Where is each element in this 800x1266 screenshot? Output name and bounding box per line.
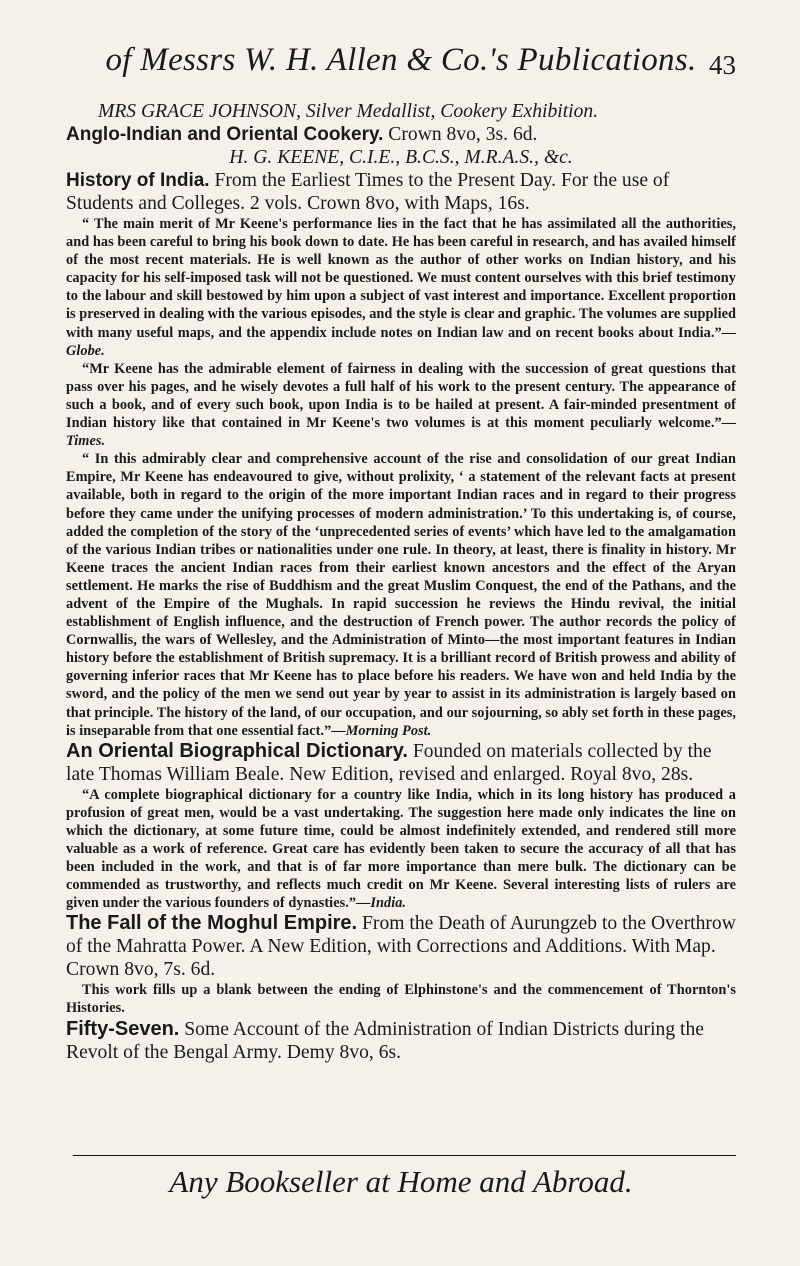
entry-details: Founded on materials collected by the late Thomas William Beale. New Edition, revised and enlarged. Royal 8vo, 28s. [66, 740, 712, 785]
catalogue-entry [66, 740, 736, 786]
catalogue-entry [66, 169, 736, 215]
review-quote [66, 786, 736, 913]
entry-author: MRS GRACE JOHNSON, Silver Medallist, Cookery Exhibition. [98, 101, 599, 122]
review-quote [66, 360, 736, 450]
review-text: “ In this admirably clear and comprehensive account of the rise and consolidation of our great Indian Empire, Mr Keene has endeavoured to give, without prolixity, ‘ a statement of the relevant facts at present available, both in regard to the origin of the more important Indian races and in regard to their progress before they came under the unifying processes of modern administration.’ To this undertaking is, of course, added the completion of the story of the ‘unprecedented series of events’ which have led to the amalgamation of the various Indian tribes or nationalities under one rule. In theory, at least, there is finality in history. Mr Keene traces the ancient Indian races from their earliest known ancestors and the effect of the Aryan settlement. He marks the rise of Buddhism and the great Muslim Conquest, the end of the Pathans, and the advent of the Empire of the Mughals. In rapid succession he reviews the Hindu revival, the initial establishment of English influence, and the destruction of French power. The author records the policy of Cornwallis, the wars of Wellesley, and the Administration of Minto—the most important features in Indian history before the establishment of British supremacy. It is a brilliant record of British prowess and ability of governing inferior races that Mr Keene has to place before his readers. We have won and held India by the sword, and the policy of the men we send out year by year to assist in its administration is largely based on that principle. The history of the land, of our occupation, and our sojourning, so ably set forth in these pages, is inseparable from that one essential fact.”— [66, 451, 736, 739]
running-header [66, 42, 736, 102]
catalogue-entry [66, 123, 736, 146]
catalogue-body [66, 100, 736, 1064]
entry-details: From the Death of Aurungzeb to the Overthrow of the Mahratta Power. A New Edition, with Corrections and Additions. With Map. Crown 8vo, 7s. 6d. [66, 913, 736, 981]
catalogue-entry [66, 1018, 736, 1064]
entry-title: An Oriental Biographical Dictionary. [66, 739, 408, 762]
page-number: 43 [709, 50, 736, 80]
review-source: Times. [66, 433, 106, 450]
review-source: India. [370, 895, 407, 912]
entry-author: H. G. KEENE, C.I.E., B.C.S., M.R.A.S., &c. [229, 147, 573, 168]
entry-details: Some Account of the Administration of Indian Districts during the Revolt of the Bengal Army. Demy 8vo, 6s. [66, 1018, 704, 1063]
catalogue-entry [66, 912, 736, 981]
entry-title: History of India. [66, 170, 210, 191]
review-text: “A complete biographical dictionary for a country like India, which in its long history has produced a profusion of great men, would be a vast undertaking. The suggestion here made only indicates the line on which the dictionary, at some future time, could be almost indefinitely extended, and rendered still more valuable as a work of reference. Great care has evidently been taken to secure the accuracy of all that has been included in the work, and that is of far more importance than mere bulk. The dictionary can be commended as trustworthy, and reflects much credit on Mr Keene. Several interesting lists of rulers are given under the various founders of dynasties.”— [66, 786, 736, 912]
review-source: Globe. [66, 342, 105, 359]
entry-title: The Fall of the Moghul Empire. [66, 912, 358, 935]
review-text: “ The main merit of Mr Keene's performance lies in the fact that he has assimilated all the authorities, and has been careful to bring his book down to date. He has been careful in research, and has availed himself of the most recent materials. He is well known as the author of other works on Indian history, and his capacity for his self-imposed task will not be questioned. We must content ourselves with this brief testimony to the labour and skill bestowed by him upon a subject of vast interest and importance. Excellent proportion is preserved in dealing with the various episodes, and the style is clear and graphic. The volumes are supplied with many useful maps, and the appendix include notes on Indian law and on recent books about India.”— [66, 216, 736, 341]
running-header-title: of Messrs W. H. Allen & Co.'s Publications. [105, 42, 697, 78]
entry-details: From the Earliest Times to the Present Day. For the use of Students and Colleges. 2 vols. Crown 8vo, with Maps, 16s. [66, 170, 670, 214]
footer-tagline: Any Bookseller at Home and Abroad. [169, 1164, 633, 1199]
review-text: “Mr Keene has the admirable element of fairness in dealing with the succession of great questions that pass over his pages, and he wisely devotes a full half of his work to the present century. The appearance of such a book, and of every such book, upon India is to be hailed at present. A fair-minded presentment of Indian history like that contained in Mr Keene's two volumes is at this moment peculiarly welcome.”— [66, 360, 736, 432]
review-quote [66, 450, 736, 740]
entry-title: Fifty-Seven. [66, 1017, 180, 1040]
review-text: This work fills up a blank between the ending of Elphinstone's and the commencement of Thornton's Histories. [66, 982, 736, 1017]
entry-details: Crown 8vo, 3s. 6d. [383, 124, 538, 145]
footer-rule [73, 1155, 736, 1156]
entry-title: Anglo-Indian and Oriental Cookery. [66, 124, 384, 145]
review-quote [66, 981, 736, 1017]
review-quote [66, 215, 736, 360]
review-source: Morning Post. [345, 722, 432, 739]
